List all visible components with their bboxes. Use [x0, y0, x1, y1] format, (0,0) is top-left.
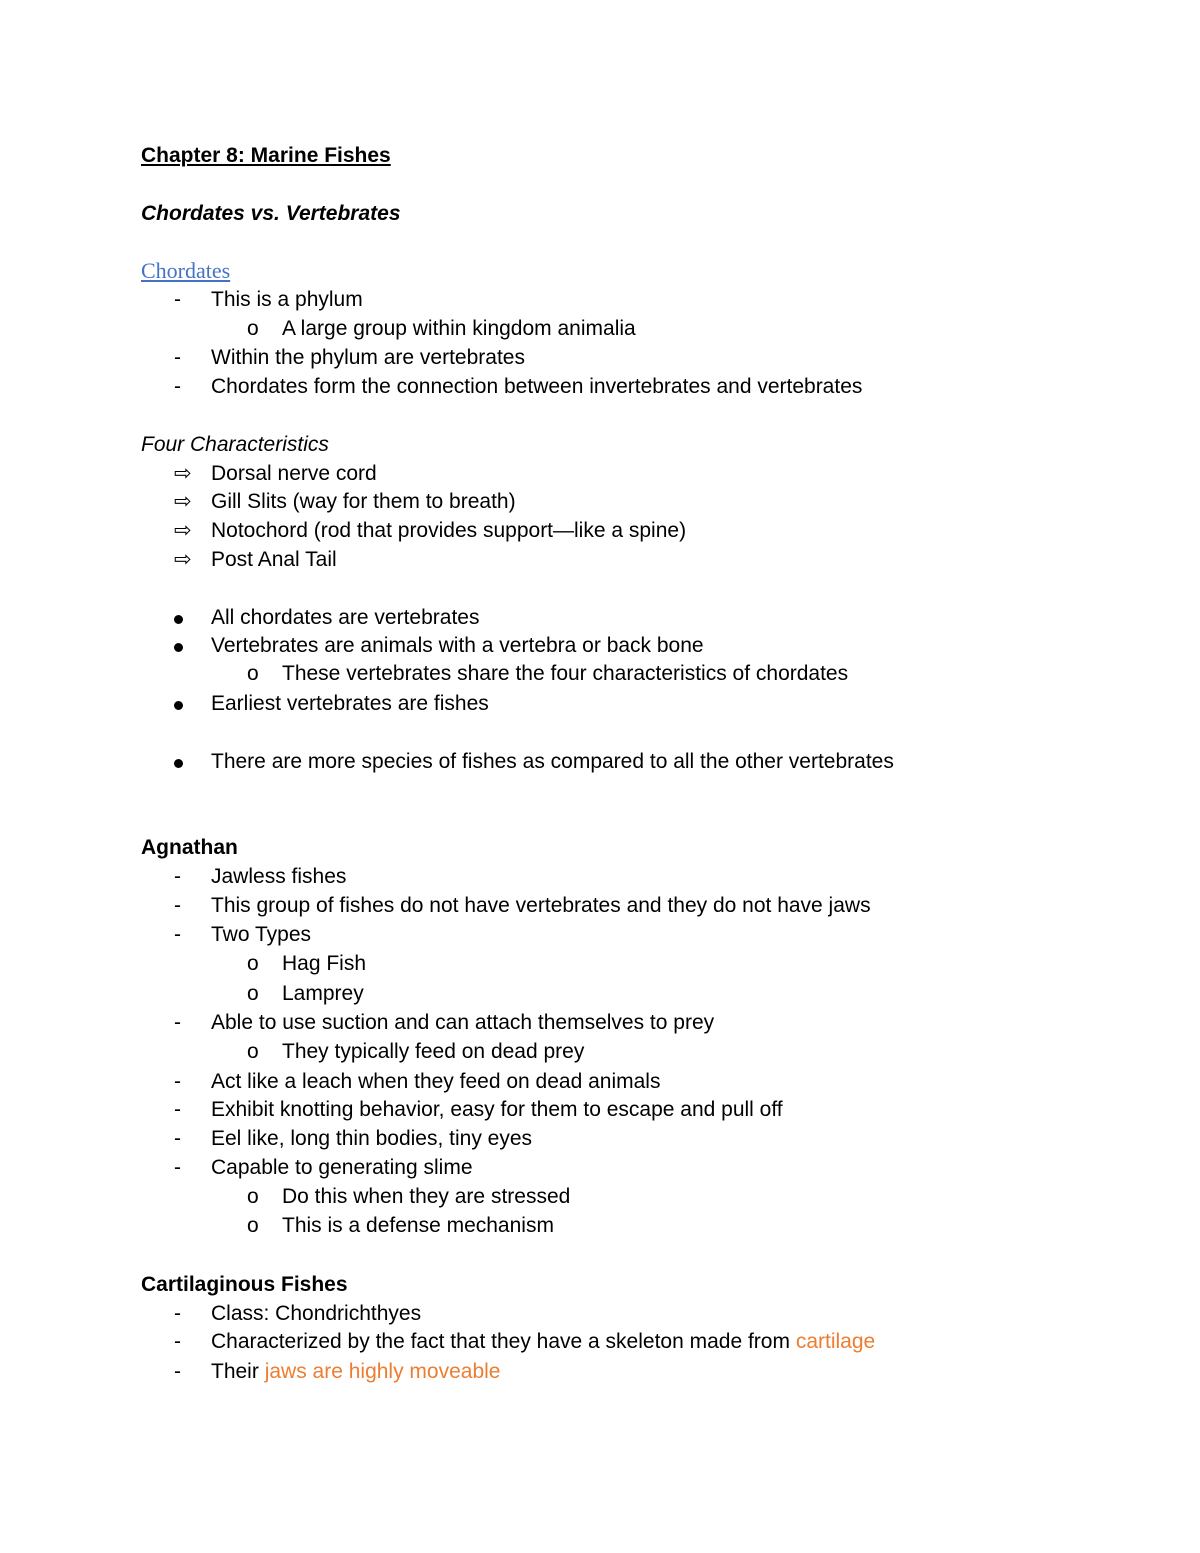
list-item-text: Post Anal Tail — [211, 548, 337, 571]
list-item-text: Able to use suction and can attach themselves to prey — [211, 1011, 715, 1034]
dash-marker: - — [174, 1011, 181, 1034]
list-item-text: Exhibit knotting behavior, easy for them to escape and pull off — [211, 1098, 783, 1121]
list-item-text — [211, 1329, 875, 1355]
list-item-text-plain: Characterized by the fact that they have a skeleton made from — [211, 1330, 796, 1353]
dash-marker: - — [174, 1156, 181, 1179]
arrow-icon: ⇨ — [174, 548, 192, 571]
doc-subtitle: Chordates vs. Vertebrates — [141, 202, 401, 225]
circle-marker: o — [247, 982, 259, 1005]
circle-marker: o — [247, 662, 259, 685]
dash-marker: - — [174, 1070, 181, 1093]
dash-marker: - — [174, 1330, 181, 1353]
list-item-text: Do this when they are stressed — [282, 1185, 571, 1208]
list-item-text: Earliest vertebrates are fishes — [211, 692, 489, 715]
list-item-text: Chordates form the connection between invertebrates and vertebrates — [211, 375, 863, 398]
list-item-text: All chordates are vertebrates — [211, 606, 480, 629]
list-item-text: Jawless fishes — [211, 865, 347, 888]
cartilaginous-heading: Cartilaginous Fishes — [141, 1273, 348, 1296]
dash-marker: - — [174, 1302, 181, 1325]
list-item-text — [211, 1359, 500, 1385]
circle-marker: o — [247, 1040, 259, 1063]
circle-marker: o — [247, 1185, 259, 1208]
list-item-text: This is a defense mechanism — [282, 1214, 554, 1237]
circle-marker: o — [247, 317, 259, 340]
list-item-text: Hag Fish — [282, 952, 367, 975]
list-item-text: Eel like, long thin bodies, tiny eyes — [211, 1127, 533, 1150]
list-item-text: Vertebrates are animals with a vertebra or back bone — [211, 634, 704, 657]
list-item-text: Class: Chondrichthyes — [211, 1302, 422, 1325]
list-item-text: Capable to generating slime — [211, 1156, 473, 1179]
list-item-text: A large group within kingdom animalia — [282, 317, 636, 340]
four-characteristics-heading: Four Characteristics — [141, 433, 329, 456]
bullet-dot-icon — [174, 605, 183, 631]
dash-marker: - — [174, 1360, 181, 1383]
chordates-heading-link[interactable]: Chordates — [141, 258, 231, 283]
list-item-text-plain: Their — [211, 1360, 265, 1383]
arrow-icon: ⇨ — [174, 462, 192, 485]
list-item-text: This group of fishes do not have vertebrates and they do not have jaws — [211, 894, 871, 917]
highlighted-text: jaws are highly moveable — [264, 1360, 501, 1383]
bullet-dot-icon — [174, 691, 183, 717]
list-item-text: Gill Slits (way for them to breath) — [211, 490, 516, 513]
circle-marker: o — [247, 1214, 259, 1237]
arrow-icon: ⇨ — [174, 519, 192, 542]
dash-marker: - — [174, 894, 181, 917]
dash-marker: - — [174, 1098, 181, 1121]
highlighted-text: cartilage — [795, 1330, 876, 1353]
dash-marker: - — [174, 865, 181, 888]
agnathan-heading: Agnathan — [141, 836, 238, 859]
circle-marker: o — [247, 952, 259, 975]
list-item-text: This is a phylum — [211, 288, 363, 311]
doc-title: Chapter 8: Marine Fishes — [141, 144, 391, 167]
bullet-dot-icon — [174, 633, 183, 659]
dash-marker: - — [174, 923, 181, 946]
list-item-text: Act like a leach when they feed on dead animals — [211, 1070, 661, 1093]
dash-marker: - — [174, 288, 181, 311]
dash-marker: - — [174, 1127, 181, 1150]
list-item-text: They typically feed on dead prey — [282, 1040, 585, 1063]
list-item-text: Notochord (rod that provides support—like a spine) — [211, 519, 687, 542]
list-item-text: Lamprey — [282, 982, 364, 1005]
list-item-text: These vertebrates share the four characteristics of chordates — [282, 662, 849, 685]
dash-marker: - — [174, 346, 181, 369]
dash-marker: - — [174, 375, 181, 398]
list-item-text: Two Types — [211, 923, 311, 946]
bullet-dot-icon — [174, 749, 183, 775]
list-item-text: Dorsal nerve cord — [211, 462, 377, 485]
arrow-icon: ⇨ — [174, 490, 192, 513]
list-item-text: There are more species of fishes as compared to all the other vertebrates — [211, 750, 894, 773]
list-item-text: Within the phylum are vertebrates — [211, 346, 525, 369]
